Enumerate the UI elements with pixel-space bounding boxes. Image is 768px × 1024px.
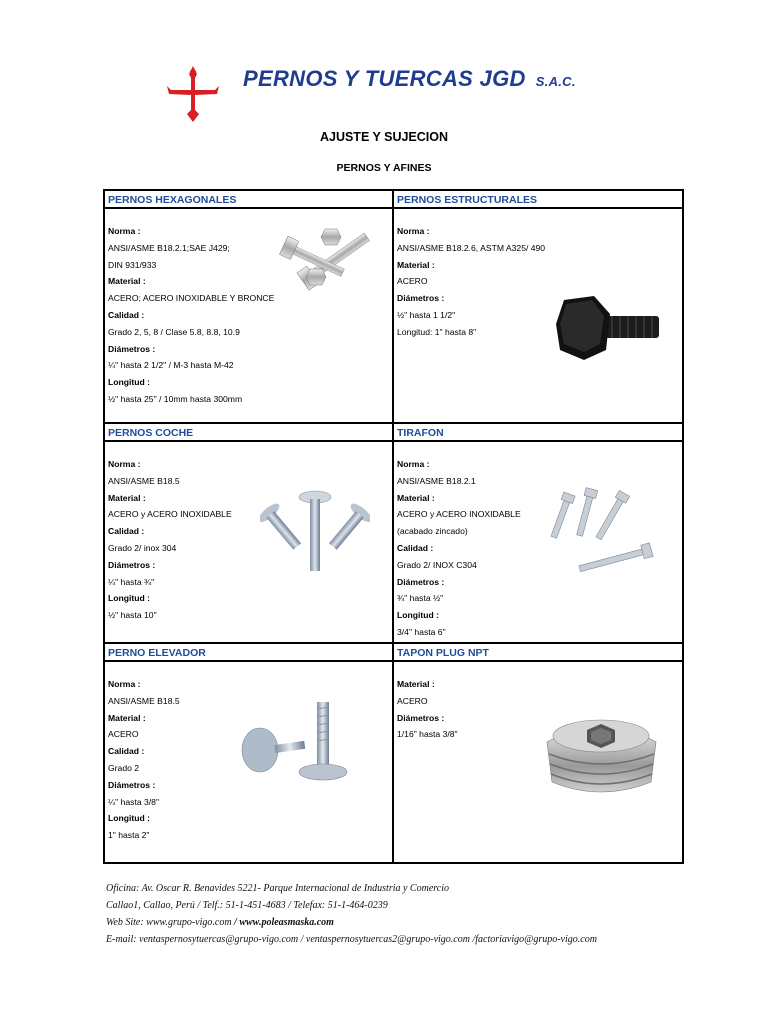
product-cell-coche	[104, 441, 393, 643]
spec-label: Material :	[397, 679, 435, 689]
spec-label: Norma :	[397, 459, 430, 469]
spec-value: ACERO	[108, 729, 139, 740]
spec-label: Diámetros :	[397, 293, 445, 304]
spec-label: Diámetros :	[397, 576, 445, 587]
spec-label: Norma :	[108, 679, 141, 689]
cell-header-estructurales: PERNOS ESTRUCTURALES	[393, 190, 683, 208]
product-cell-tirafon	[393, 441, 683, 643]
page-subtitle: PERNOS Y AFINES	[336, 162, 432, 174]
spec-value: ½" hasta 25" / 10mm hasta 300mm	[108, 393, 243, 404]
product-cell-tapon	[393, 661, 683, 863]
spec-label: Material :	[108, 276, 146, 287]
spec-value: 1" hasta 2"	[108, 830, 150, 841]
elevator-bolts-image	[235, 697, 365, 787]
company-name-text: PERNOS Y TUERCAS JGD	[243, 66, 526, 91]
footer-websites	[106, 914, 597, 931]
spec-label: Material :	[397, 259, 435, 270]
spec-label: Diámetros :	[108, 559, 156, 570]
spec-list	[397, 456, 521, 641]
spec-list	[108, 223, 274, 408]
spec-value: ANSI/ASME B18.5	[108, 475, 180, 486]
spec-value: ¼" hasta 3/8"	[108, 796, 160, 807]
product-cell-hexagonales	[104, 208, 393, 423]
spec-value: ½" hasta 10"	[108, 610, 157, 621]
letterhead	[165, 62, 665, 122]
product-cell-estructurales	[393, 208, 683, 423]
footer-phones: Callao1, Callao, Perú / Telf.: 51-1-451-4683 / Telefax: 51-1-464-0239	[106, 900, 388, 911]
spec-value: Grado 2/ inox 304	[108, 542, 177, 553]
page-title: AJUSTE Y SUJECION	[319, 130, 449, 144]
spec-label: Longitud :	[108, 813, 150, 824]
spec-label: Diámetros :	[108, 779, 156, 790]
footer-address: Oficina: Av. Oscar R. Benavides 5221- Parque Internacional de Industria y Comercio	[106, 883, 449, 894]
spec-value: ACERO y ACERO INOXIDABLE	[397, 509, 521, 520]
spec-value: Longitud: 1" hasta 8"	[397, 326, 477, 337]
spec-value: ACERO y ACERO INOXIDABLE	[108, 509, 232, 520]
spec-label: Longitud :	[397, 610, 439, 621]
spec-label: Calidad :	[108, 309, 145, 320]
carriage-bolts-image	[260, 487, 370, 577]
hex-bolts-image	[275, 221, 380, 296]
spec-value: ANSI/ASME B18.5	[108, 695, 180, 706]
spec-label: Norma :	[108, 226, 141, 236]
spec-list	[108, 676, 180, 844]
lag-screws-image	[544, 480, 664, 580]
spec-label: Material :	[108, 712, 146, 723]
spec-label: Norma :	[397, 226, 430, 236]
spec-label: Calidad :	[397, 542, 434, 553]
spec-value: Grado 2, 5, 8 / Clase 5.8, 8.8, 10.9	[108, 326, 240, 337]
npt-plug-image	[539, 712, 664, 797]
cell-header-tapon: TAPON PLUG NPT	[393, 643, 683, 661]
company-name	[243, 66, 576, 92]
spec-value: Grado 2/ INOX C304	[397, 559, 477, 570]
spec-list	[397, 676, 458, 743]
product-cell-elevador	[104, 661, 393, 863]
spec-label: Material :	[108, 492, 146, 503]
spec-label: Norma :	[108, 459, 141, 469]
spec-value: ACERO; ACERO INOXIDABLE Y BRONCE	[108, 293, 275, 304]
spec-value: Grado 2	[108, 762, 140, 773]
spec-value: ¼" hasta ¾"	[108, 576, 155, 587]
spec-value: 3/4" hasta 6"	[397, 626, 446, 637]
spec-label: Calidad :	[108, 746, 145, 757]
cell-header-tirafon: TIRAFON	[393, 423, 683, 441]
cell-header-elevador: PERNO ELEVADOR	[104, 643, 393, 661]
spec-value: ¼" hasta 2 1/2" / M-3 hasta M-42	[108, 360, 234, 371]
product-table	[103, 189, 684, 864]
spec-value: ANSI/ASME B18.2.6, ASTM A325/ 490	[397, 242, 546, 253]
spec-label: Diámetros :	[397, 712, 445, 723]
spec-label: Diámetros :	[108, 343, 156, 354]
cell-header-hexagonales: PERNOS HEXAGONALES	[104, 190, 393, 208]
footer-contact	[106, 880, 597, 948]
spec-value: ACERO	[397, 276, 428, 287]
spec-list	[108, 456, 232, 624]
spec-value: ¾" hasta ½"	[397, 593, 444, 604]
spec-value: (acabado zincado)	[397, 526, 468, 537]
cell-header-coche: PERNOS COCHE	[104, 423, 393, 441]
spec-value: ½" hasta 1 1/2"	[397, 309, 456, 320]
spec-value: DIN 931/933	[108, 259, 157, 270]
footer-emails[interactable]: E-mail: ventaspernosytuercas@grupo-vigo.com / ventaspernosytuercas2@grupo-vigo.com /factoriavigo@grupo-vigo.com	[106, 934, 597, 945]
cross-logo-icon	[165, 64, 221, 122]
website-link[interactable]: Web Site: www.grupo-vigo.com	[106, 917, 235, 928]
spec-label: Material :	[397, 492, 435, 503]
spec-value: ANSI/ASME B18.2.1;SAE J429;	[108, 242, 230, 253]
spec-label: Longitud :	[108, 593, 150, 604]
spec-value: ANSI/ASME B18.2.1	[397, 475, 476, 486]
spec-label: Longitud :	[108, 377, 150, 388]
spec-value: 1/16" hasta 3/8"	[397, 729, 458, 740]
company-suffix: S.A.C.	[535, 74, 576, 89]
spec-value: ACERO	[397, 695, 428, 706]
spec-label: Calidad :	[108, 526, 145, 537]
structural-bolt-image	[554, 294, 664, 364]
spec-list	[397, 223, 545, 341]
website-link-bold[interactable]: / www.poleasmaska.com	[234, 917, 334, 928]
